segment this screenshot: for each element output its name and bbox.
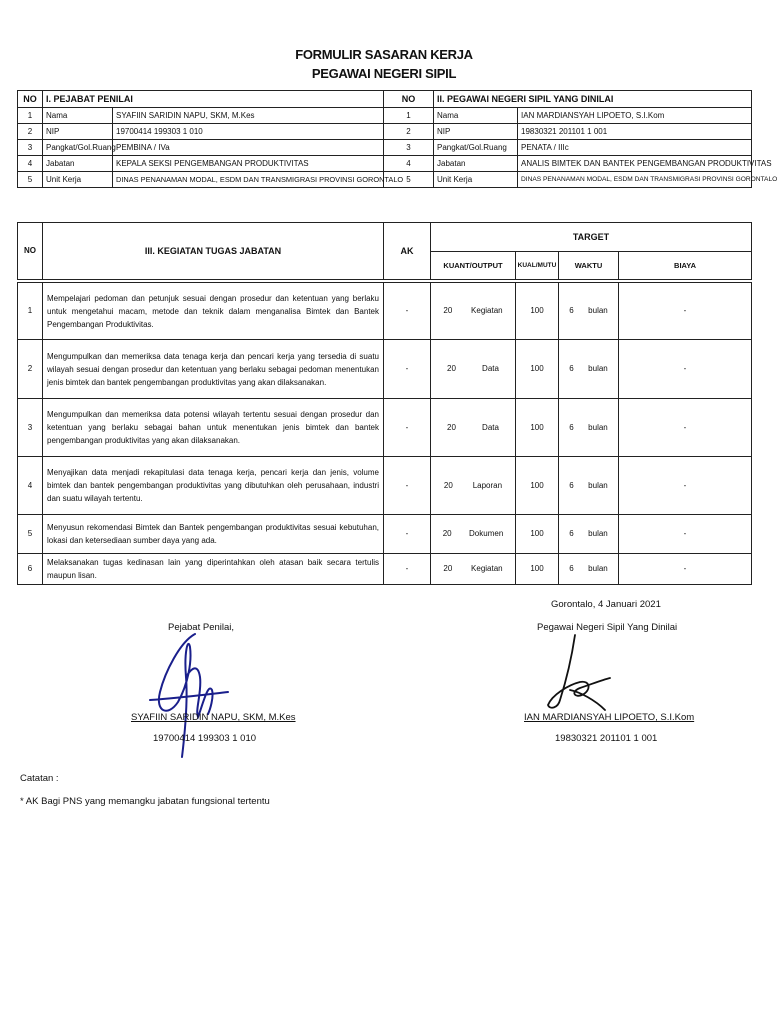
biaya-header: BIAYA: [619, 252, 752, 280]
activity-time: [559, 457, 619, 515]
appraiser-row-label: Unit Kerja: [43, 172, 113, 188]
appraiser-row-value: DINAS PENANAMAN MODAL, ESDM DAN TRANSMIGRASI PROVINSI GORONTALO: [113, 172, 384, 188]
target-header: TARGET: [431, 223, 752, 252]
employee-row-no: 2: [384, 124, 434, 140]
activity-quantity: [431, 340, 516, 399]
employee-row-no: 5: [384, 172, 434, 188]
quantity-value: 20: [442, 529, 452, 538]
activity-ak: -: [384, 554, 431, 585]
time-unit: bulan: [588, 306, 608, 315]
time-value: 6: [569, 422, 574, 432]
time-value: 6: [569, 529, 574, 538]
time-unit: bulan: [588, 422, 608, 432]
employee-heading: II. PEGAWAI NEGERI SIPIL YANG DINILAI: [434, 91, 752, 108]
identity-row: [18, 108, 752, 124]
activity-no: 2: [18, 340, 43, 399]
activity-quality: 100: [516, 515, 559, 554]
activity-description: Menyajikan data menjadi rekapitulasi data tenaga kerja, pencari kerja dan jenis, volume bimtek dan bantek pengembangan produktivitas yang dibutuhkan oleh perusahaan, industri dan suatu wilayah tertentu.: [43, 457, 384, 515]
employee-row-no: 3: [384, 140, 434, 156]
appraiser-row-label: NIP: [43, 124, 113, 140]
activity-cost: -: [619, 340, 752, 399]
appraiser-row-value: SYAFIIN SARIDIN NAPU, SKM, M.Kes: [113, 108, 384, 124]
activity-quantity: [431, 515, 516, 554]
place-date: Gorontalo, 4 Januari 2021: [551, 599, 661, 610]
activities-header-row: [18, 223, 752, 252]
employee-row-value: ANALIS BIMTEK DAN BANTEK PENGEMBANGAN PRODUKTIVITAS: [518, 156, 752, 172]
quantity-value: 20: [443, 306, 453, 315]
employee-row-value: PENATA / IIIc: [518, 140, 752, 156]
employee-row-value: 19830321 201101 1 001: [518, 124, 752, 140]
activity-description: Mempelajari pedoman dan petunjuk sesuai dengan prosedur dan ketentuan yang berlaku untuk mengetahui macam, metode dan teknik dalam menganalisa Bimtek dan Bantek Pengembangan Produktivitas.: [43, 283, 384, 340]
notes-heading: Catatan :: [20, 773, 59, 784]
time-value: 6: [569, 480, 574, 490]
activity-row: [18, 399, 752, 457]
appraiser-row-no: 2: [18, 124, 43, 140]
activities-table: [17, 222, 752, 585]
appraiser-title: Pejabat Penilai,: [168, 622, 235, 633]
employee-row-no: 1: [384, 108, 434, 124]
quantity-value: 20: [443, 564, 453, 573]
time-value: 6: [569, 306, 574, 315]
identity-table: [17, 90, 777, 188]
activity-heading: III. KEGIATAN TUGAS JABATAN: [43, 223, 384, 280]
identity-header-row: [18, 91, 752, 108]
form-subtitle: PEGAWAI NEGERI SIPIL: [311, 66, 457, 81]
activity-row: [18, 457, 752, 515]
employee-row-value: IAN MARDIANSYAH LIPOETO, S.I.Kom: [518, 108, 752, 124]
appraiser-row-no: 1: [18, 108, 43, 124]
identity-row: [18, 124, 752, 140]
employee-title: Pegawai Negeri Sipil Yang Dinilai: [537, 622, 678, 633]
output-unit: Data: [482, 364, 499, 373]
activity-no: 5: [18, 515, 43, 554]
appraiser-row-no: 3: [18, 140, 43, 156]
time-unit: bulan: [588, 364, 608, 373]
activity-ak: -: [384, 399, 431, 457]
appraiser-row-value: KEPALA SEKSI PENGEMBANGAN PRODUKTIVITAS: [113, 156, 384, 172]
kual-mutu-header: KUAL/MUTU: [516, 252, 559, 280]
employee-no-header: NO: [384, 91, 434, 108]
activity-no-header: NO: [18, 223, 43, 280]
appraiser-row-label: Nama: [43, 108, 113, 124]
employee-nip: 19830321 201101 1 001: [555, 733, 658, 744]
output-unit: Kegiatan: [471, 306, 503, 315]
appraiser-heading: I. PEJABAT PENILAI: [43, 91, 384, 108]
activity-quality: 100: [516, 457, 559, 515]
activity-time: [559, 283, 619, 340]
employee-name: IAN MARDIANSYAH LIPOETO, S.I.Kom: [524, 712, 695, 723]
activity-quality: 100: [516, 340, 559, 399]
activity-ak: -: [384, 457, 431, 515]
quantity-value: 20: [443, 480, 453, 490]
identity-row: [18, 140, 752, 156]
ak-header: AK: [384, 223, 431, 280]
activity-no: 3: [18, 399, 43, 457]
activity-row: [18, 515, 752, 554]
employee-row-label: Unit Kerja: [434, 172, 518, 188]
activity-cost: -: [619, 457, 752, 515]
activity-time: [559, 515, 619, 554]
activity-time: [559, 399, 619, 457]
activity-cost: -: [619, 283, 752, 340]
activity-description: Mengumpulkan dan memeriksa data potensi wilayah tertentu sesuai dengan prosedur dan ketentuan yang berlaku sebagai bahan untuk menentukan jenis bimtek dan bantek pengembangan produktivitas yang akan dilaksanakan.: [43, 399, 384, 457]
appraiser-row-value: PEMBINA / IVa: [113, 140, 384, 156]
time-value: 6: [569, 364, 574, 373]
appraiser-nip: 19700414 199303 1 010: [153, 733, 257, 744]
employee-row-value: DINAS PENANAMAN MODAL, ESDM DAN TRANSMIGRASI PROVINSI GORONTALO: [518, 172, 752, 188]
activity-quality: 100: [516, 283, 559, 340]
identity-row: [18, 156, 752, 172]
activity-ak: -: [384, 283, 431, 340]
time-unit: bulan: [588, 529, 608, 538]
kuant-output-header: KUANT/OUTPUT: [431, 252, 516, 280]
employee-row-label: NIP: [434, 124, 518, 140]
activity-quantity: [431, 399, 516, 457]
activity-ak: -: [384, 340, 431, 399]
employee-row-label: Nama: [434, 108, 518, 124]
activity-description: Menyusun rekomendasi Bimtek dan Bantek pengembangan produktivitas sesuai kebutuhan, lokasi dan ketersediaan sumber daya yang ada.: [43, 515, 384, 554]
appraiser-row-no: 4: [18, 156, 43, 172]
activity-quality: 100: [516, 399, 559, 457]
employee-row-label: Jabatan: [434, 156, 518, 172]
activity-description: Melaksanakan tugas kedinasan lain yang diperintahkan oleh atasan baik secara tertulis maupun lisan.: [43, 554, 384, 585]
activity-row: [18, 283, 752, 340]
appraiser-row-label: Jabatan: [43, 156, 113, 172]
output-unit: Dokumen: [469, 529, 504, 538]
activity-cost: -: [619, 399, 752, 457]
activity-time: [559, 554, 619, 585]
appraiser-row-value: 19700414 199303 1 010: [113, 124, 384, 140]
activity-quantity: [431, 554, 516, 585]
activity-quality: 100: [516, 554, 559, 585]
activity-quantity: [431, 457, 516, 515]
activity-no: 1: [18, 283, 43, 340]
activity-cost: -: [619, 515, 752, 554]
activity-quantity: [431, 283, 516, 340]
output-unit: Kegiatan: [471, 564, 503, 573]
appraiser-row-label: Pangkat/Gol.Ruang: [43, 140, 113, 156]
activity-cost: -: [619, 554, 752, 585]
appraiser-row-no: 5: [18, 172, 43, 188]
quantity-value: 20: [447, 422, 456, 432]
activity-description: Mengumpulkan dan memeriksa data tenaga kerja dan pencari kerja yang tersedia di suatu wilayah sesuai dengan prosedur dan ketentuan yang berlaku sebagai pedoman menentukan jenis bimtek dan bantek pengembangan produktivitas yang akan dilaksanakan.: [43, 340, 384, 399]
employee-row-no: 4: [384, 156, 434, 172]
employee-signature: [540, 630, 620, 715]
time-unit: bulan: [588, 480, 608, 490]
activity-no: 6: [18, 554, 43, 585]
activity-ak: -: [384, 515, 431, 554]
employee-row-label: Pangkat/Gol.Ruang: [434, 140, 518, 156]
quantity-value: 20: [447, 364, 456, 373]
form-title: FORMULIR SASARAN KERJA: [295, 47, 473, 62]
time-unit: bulan: [588, 564, 608, 573]
activity-no: 4: [18, 457, 43, 515]
identity-row: [18, 172, 752, 188]
appraiser-name: SYAFIIN SARIDIN NAPU, SKM, M.Kes: [131, 712, 296, 723]
activity-time: [559, 340, 619, 399]
time-value: 6: [569, 564, 574, 573]
output-unit: Laporan: [472, 480, 503, 490]
output-unit: Data: [482, 422, 499, 432]
activity-row: [18, 554, 752, 585]
notes-item: * AK Bagi PNS yang memangku jabatan fungsional tertentu: [20, 796, 270, 807]
appraiser-no-header: NO: [18, 91, 43, 108]
waktu-header: WAKTU: [559, 252, 619, 280]
activity-row: [18, 340, 752, 399]
